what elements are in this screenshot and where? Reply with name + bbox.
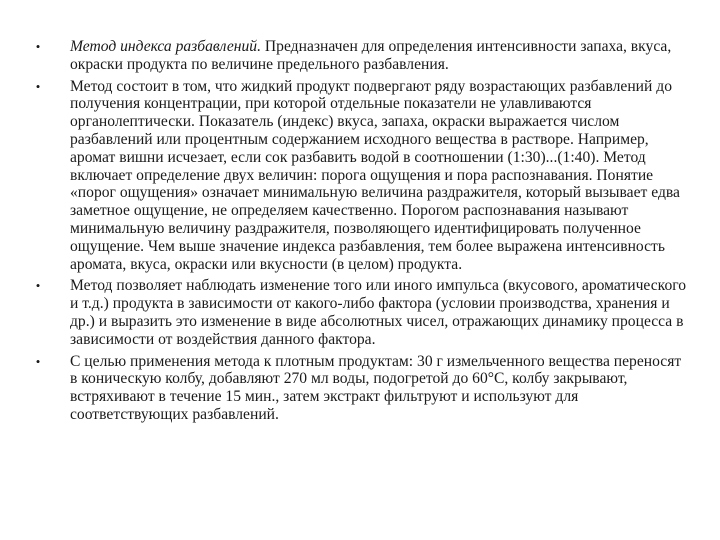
bullet-marker: • xyxy=(35,39,41,54)
bullet-item-method-essence xyxy=(32,78,692,274)
bullet-text: Метод позволяет наблюдать изменение того или иного импульса (вкусового, ароматического и т.д.) продукта в зависимости от какого-либо фактора (условии производства, хранения и др.) и выразить это изменение в виде абсолютных чисел, отражающих динамику процесса в зависимости от воздействия данного фактора. xyxy=(70,277,687,348)
bullet-marker: • xyxy=(35,353,41,369)
bullet-list xyxy=(32,38,692,428)
bullet-text: Предназначен для определения интенсивности запаха, вкуса, окраски продукта по величине предельного разбавления. xyxy=(70,38,672,73)
bullet-item-method-definition xyxy=(32,38,692,74)
bullet-marker: • xyxy=(35,278,41,294)
bullet-marker: • xyxy=(35,78,41,94)
method-term: Метод индекса разбавлений. xyxy=(70,38,261,55)
bullet-item-method-capability xyxy=(32,277,692,348)
bullet-text: Метод состоит в том, что жидкий продукт подвергают ряду возрастающих разбавлений до получения концентрации, при которой отдельные показатели не улавливаются органолептически. Показатель (индекс) вкуса, запаха, окраски выражается числом разбавлений или процентным содержанием исходного вещества в растворе. Например, аромат вишни исчезает, если сок разбавить водой в соотношении (1:30)...(1:40). Метод включает определение двух величин: порога ощущения и пора распознавания. Понятие «порог ощущения» означает минимальную величина раздражителя, который вызывает едва заметное ощущение, не определяем качественно. Порогом распознавания называют минимальную величину раздражителя, позволяющего идентифицировать полученное ощущение. Чем выше значение индекса разбавления, тем более выражена интенсивность аромата, вкуса, окраски или вкусности (в целом) продукта. xyxy=(70,77,680,273)
bullet-text: С целью применения метода к плотным продуктам: 30 г измельченного вещества переносят в коническую колбу, добавляют 270 мл воды, подогретой до 60°С, колбу закрывают, встряхивают в течение 15 мин., затем экстракт фильтруют и используют для соответствующих разбавлений. xyxy=(70,352,682,423)
bullet-item-dense-products xyxy=(32,353,692,424)
